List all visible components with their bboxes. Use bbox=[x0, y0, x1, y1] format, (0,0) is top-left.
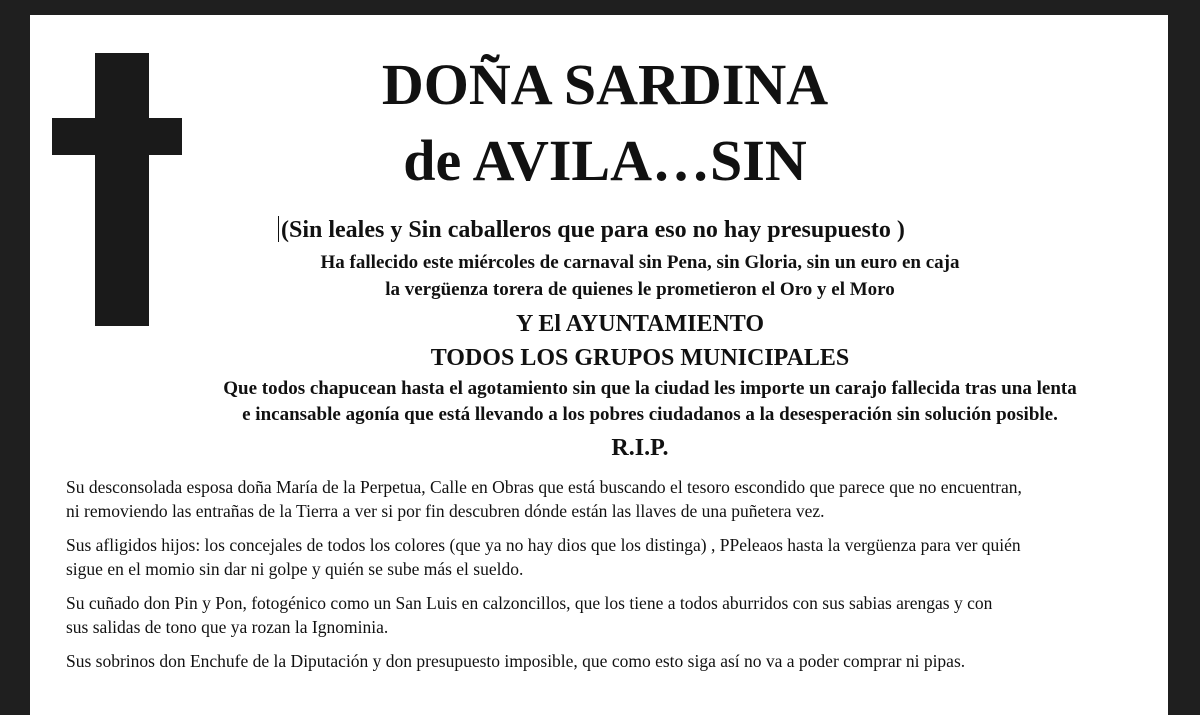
paragraph-esposa bbox=[66, 475, 1156, 523]
paragraph-sobrinos bbox=[66, 649, 1156, 673]
subtitle bbox=[278, 215, 1038, 245]
statement-line-2: e incansable agonía que está llevando a los pobres ciudadanos a la desesperación sin solución posible. bbox=[242, 404, 1058, 425]
statement-line-1: Que todos chapucean hasta el agotamiento sin que la ciudad les importe un carajo fallecida tras una lenta bbox=[223, 378, 1077, 399]
paragraph-cunado bbox=[66, 591, 1156, 639]
title-line-2: de AVILA…SIN bbox=[403, 128, 807, 193]
announcement-line-2: la vergüenza torera de quienes le prometieron el Oro y el Moro bbox=[385, 279, 895, 300]
obituary-page bbox=[30, 15, 1168, 715]
paragraph-line: Su cuñado don Pin y Pon, fotogénico como un San Luis en calzoncillos, que los tiene a todos aburridos con sus sabias arengas y con bbox=[66, 593, 993, 613]
paragraph-line: ni removiendo las entrañas de la Tierra a ver si por fin descubren dónde están las llaves de una puñetera vez. bbox=[66, 501, 825, 521]
title-line-1: DOÑA SARDINA bbox=[381, 52, 829, 117]
rip-heading: R.I.P. bbox=[611, 435, 669, 461]
cross-icon bbox=[95, 53, 149, 326]
paragraph-line: sigue en el momio sin dar ni golpe y quién se sube más el sueldo. bbox=[66, 559, 524, 579]
announcement-line-1: Ha fallecido este miércoles de carnaval sin Pena, sin Gloria, sin un euro en caja bbox=[320, 252, 960, 273]
paragraph-line: Sus afligidos hijos: los concejales de todos los colores (que ya no hay dios que los distinga) , PPeleaos hasta la vergüenza para ver quién bbox=[66, 535, 1021, 555]
paragraph-line: sus salidas de tono que ya rozan la Ignominia. bbox=[66, 617, 389, 637]
paragraph-line: Sus sobrinos don Enchufe de la Diputación y don presupuesto imposible, que como esto siga así no va a poder comprar ni pipas. bbox=[66, 651, 966, 671]
cross-icon-bar bbox=[52, 118, 182, 155]
grupos-heading: TODOS LOS GRUPOS MUNICIPALES bbox=[430, 345, 850, 371]
subtitle-text: (Sin leales y Sin caballeros que para eso no hay presupuesto ) bbox=[281, 217, 905, 243]
paragraph-hijos bbox=[66, 533, 1156, 581]
paragraph-line: Su desconsolada esposa doña María de la Perpetua, Calle en Obras que está buscando el tesoro escondido que parece que no encuentran, bbox=[66, 477, 1022, 497]
text-cursor bbox=[278, 216, 279, 242]
ayuntamiento-heading: Y El AYUNTAMIENTO bbox=[515, 311, 765, 337]
